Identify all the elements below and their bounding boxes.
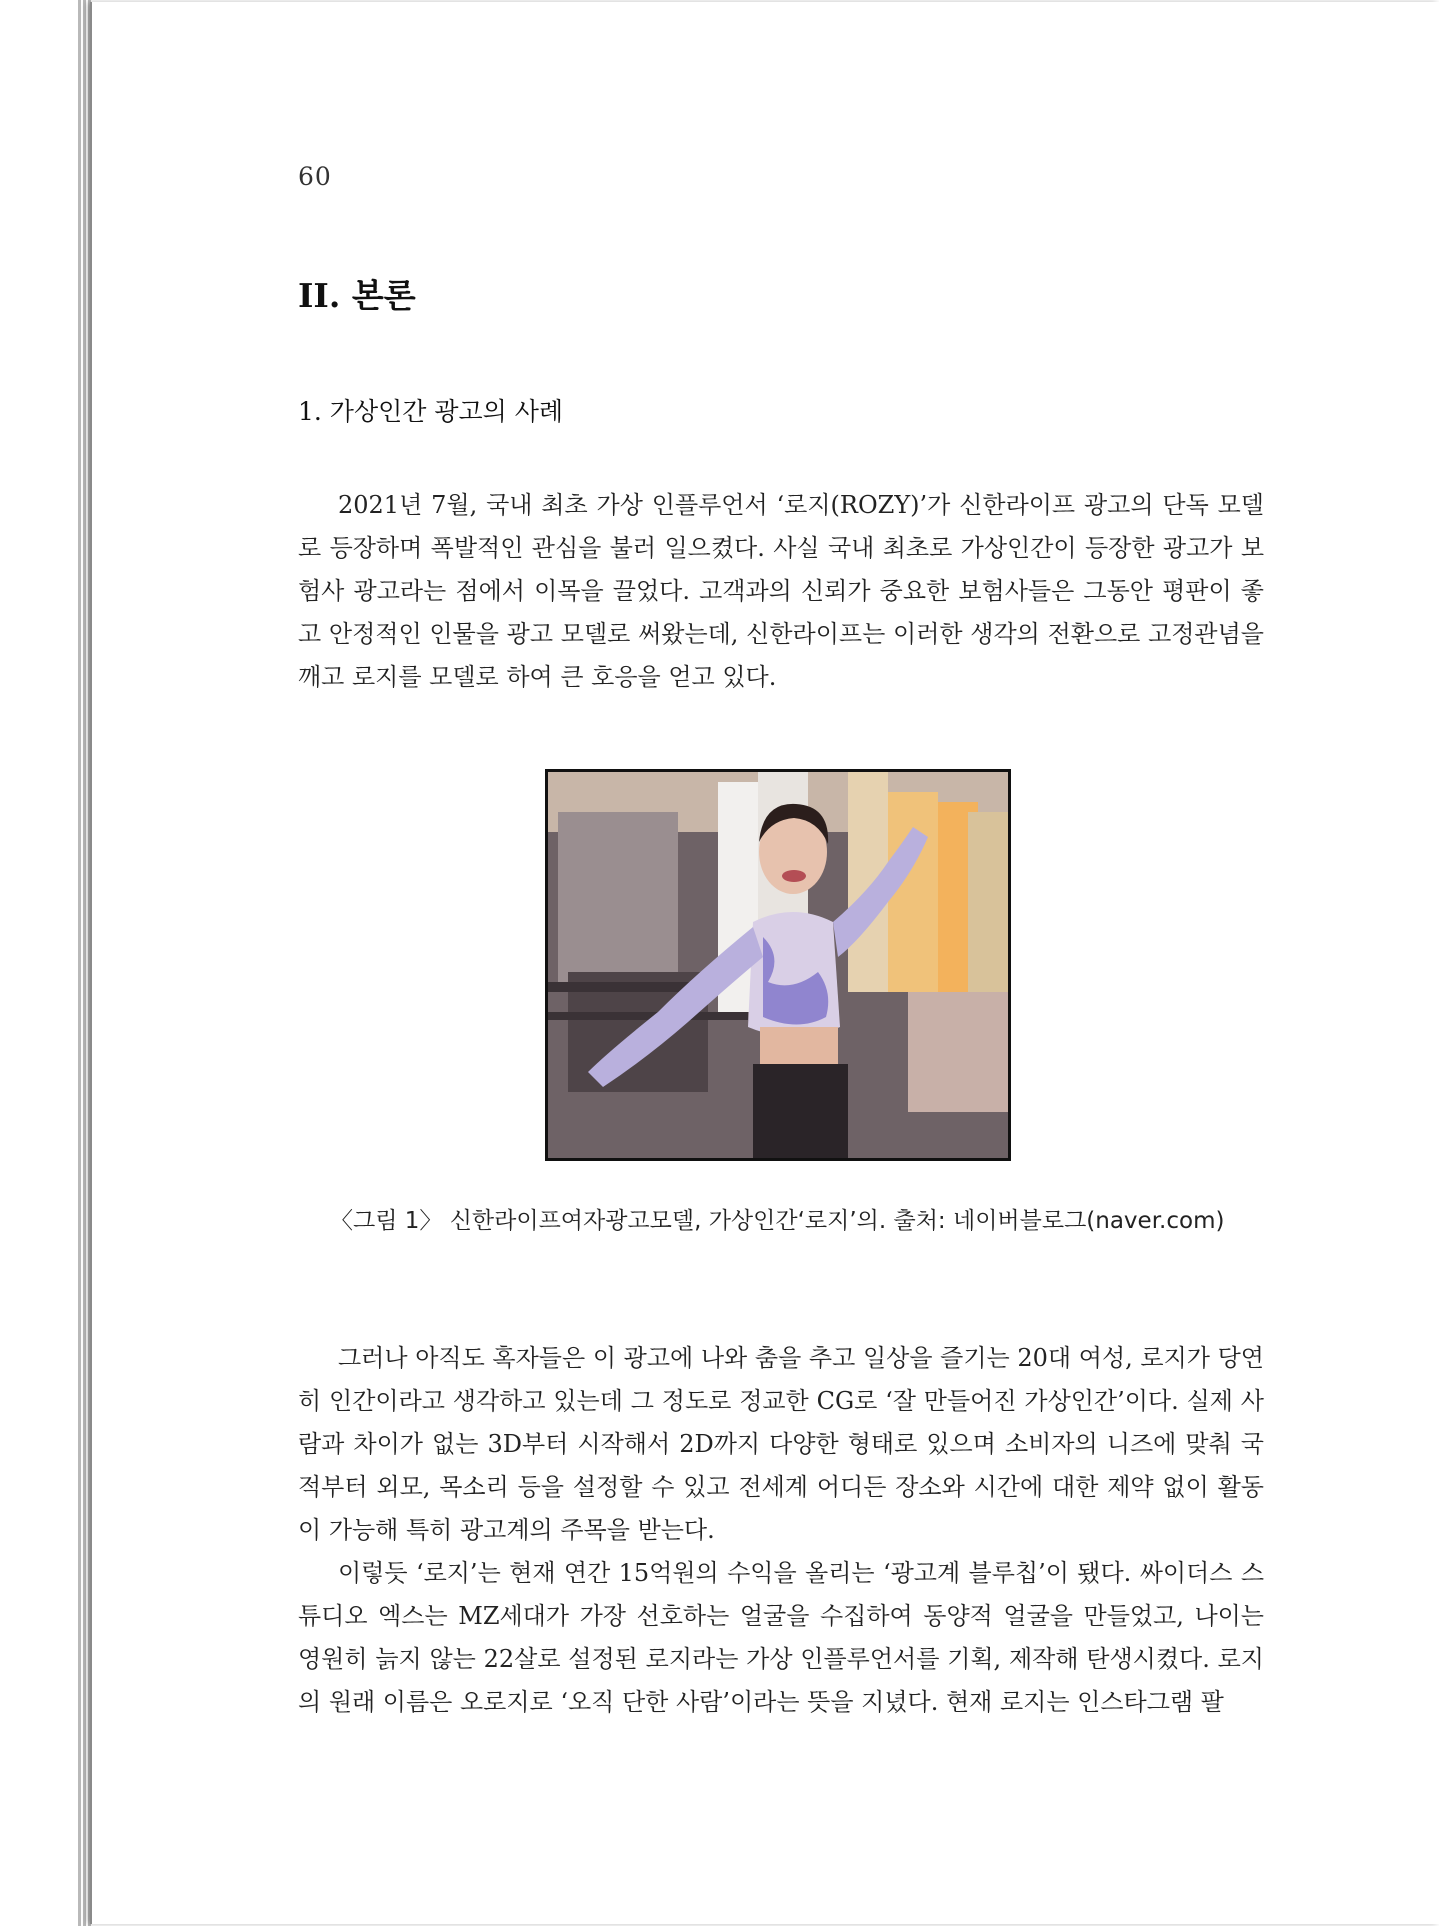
- page-number: 60: [298, 162, 332, 191]
- figure-image-rozy: [545, 769, 1011, 1161]
- section-title: 1. 가상인간 광고의 사례: [298, 397, 564, 426]
- figure-caption: 〈그림 1〉 신한라이프여자광고모델, 가상인간‘로지’의. 출처: 네이버블로그(naver.com): [330, 1208, 1225, 1234]
- paragraph-3: 이렇듯 ‘로지’는 현재 연간 15억원의 수익을 올리는 ‘광고계 블루칩’이 됐다. 싸이더스 스튜디오 엑스는 MZ세대가 가장 선호하는 얼굴을 수집하여 동양적 얼굴을 만들었고, 나이는 영원히 늙지 않는 22살로 설정된 로지라는 가상 인플루언서를 기획, 제작해 탄생시켰다. 로지의 원래 이름은 오로지로 ‘오직 단한 사람’이라는 뜻을 지녔다. 현재 로지는 인스타그램 팔: [298, 1559, 1264, 1716]
- paragraph-2: 그러나 아직도 혹자들은 이 광고에 나와 춤을 추고 일상을 즐기는 20대 여성, 로지가 당연히 인간이라고 생각하고 있는데 그 정도로 정교한 CG로 ‘잘 만들어진 가상인간’이다. 실제 사람과 차이가 없는 3D부터 시작해서 2D까지 다양한 형태로 있으며 소비자의 니즈에 맞춰 국적부터 외모, 목소리 등을 설정할 수 있고 전세계 어디든 장소와 시간에 대한 제약 없이 활동이 가능해 특히 광고계의 주목을 받는다.: [298, 1344, 1264, 1544]
- chapter-title: II. 본론: [298, 276, 416, 315]
- paragraph-1: 2021년 7월, 국내 최초 가상 인플루언서 ‘로지(ROZY)’가 신한라이프 광고의 단독 모델로 등장하며 폭발적인 관심을 불러 일으켰다. 사실 국내 최초로 가상인간이 등장한 광고가 보험사 광고라는 점에서 이목을 끌었다. 고객과의 신뢰가 중요한 보험사들은 그동안 평판이 좋고 안정적인 인물을 광고 모델로 써왔는데, 신한라이프는 이러한 생각의 전환으로 고정관념을 깨고 로지를 모델로 하여 큰 호응을 얻고 있다.: [298, 491, 1264, 691]
- photo-illustration: [548, 772, 1008, 1158]
- page-edge: [78, 0, 81, 1926]
- page-edge: [83, 0, 86, 1926]
